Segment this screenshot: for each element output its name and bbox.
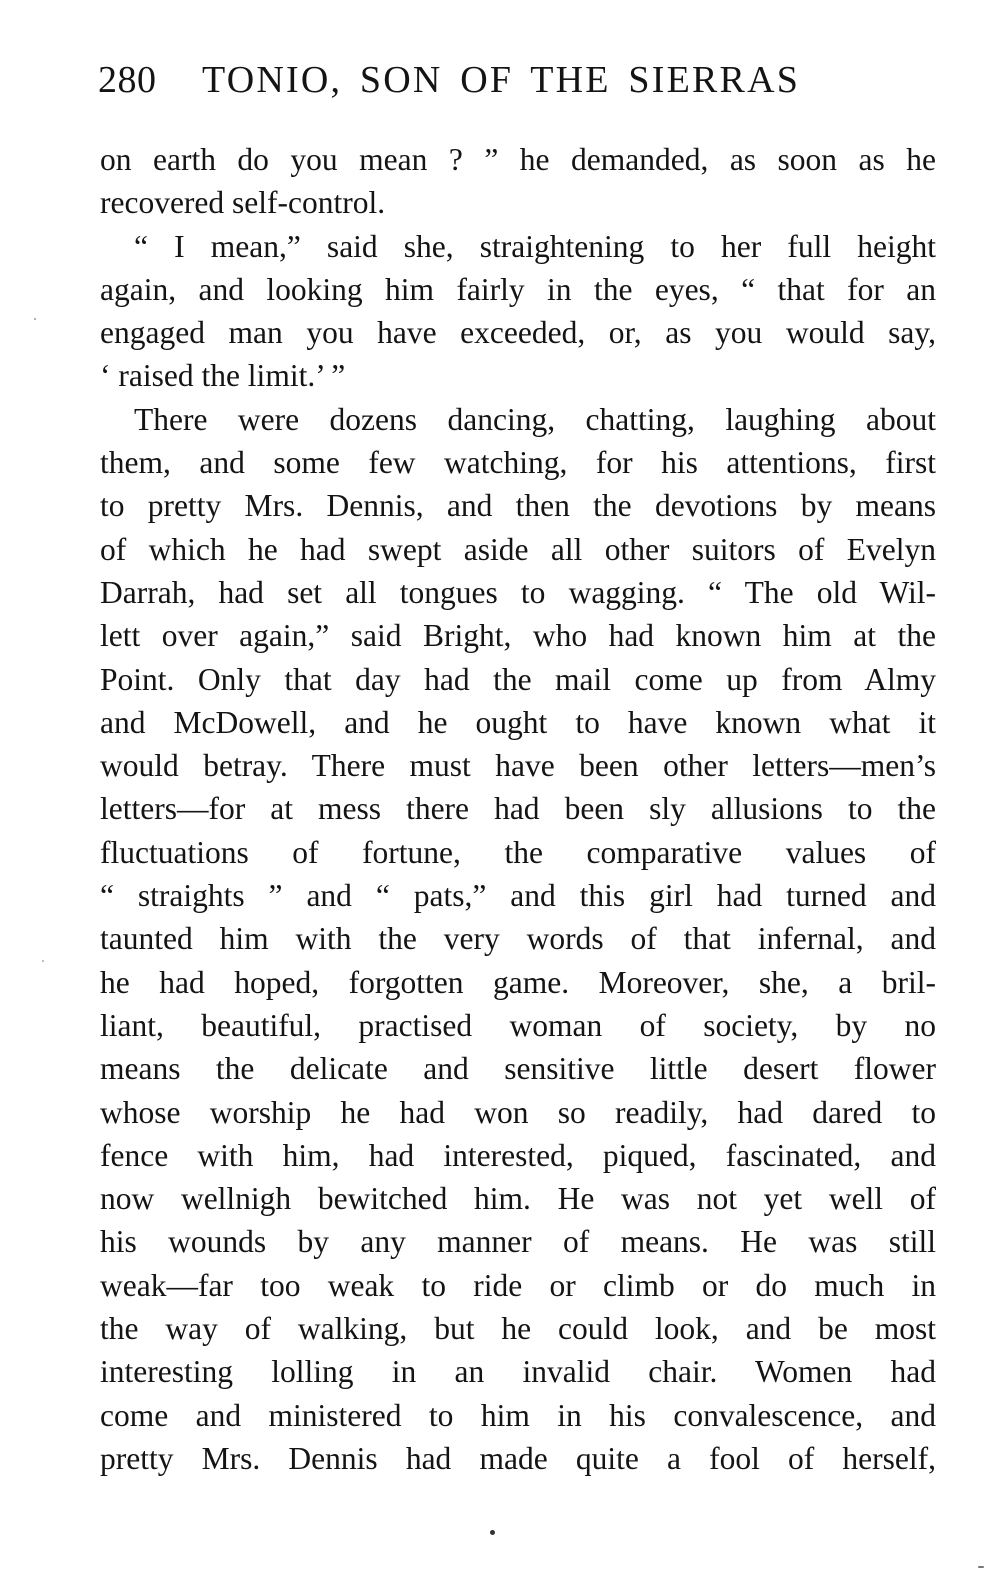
text-line: the way of walking, but he could look, and be most	[100, 1311, 936, 1347]
text-line: fluctuations of fortune, the comparative values of	[100, 834, 936, 870]
text-line: now wellnigh bewitched him. He was not yet well of	[100, 1181, 936, 1217]
text-line: them, and some few watching, for his attentions, first	[100, 445, 936, 481]
book-title: TONIO, SON OF THE SIERRAS	[202, 59, 801, 101]
text-line: come and ministered to him in his convalescence, and	[100, 1397, 936, 1433]
page-number: 280	[98, 59, 157, 101]
text-line: means the delicate and sensitive little desert flower	[100, 1051, 936, 1087]
text-line: of which he had swept aside all other suitors of Evelyn	[100, 531, 936, 567]
text-line: his wounds by any manner of means. He was still	[100, 1224, 936, 1260]
text-line: weak—far too weak to ride or climb or do much in	[100, 1267, 936, 1303]
text-line: he had hoped, forgotten game. Moreover, she, a bril-	[100, 964, 936, 1000]
ink-speck	[42, 960, 44, 962]
ink-speck	[34, 318, 36, 320]
text-line: “ I mean,” said she, straightening to her full height	[134, 228, 936, 264]
running-head	[98, 54, 938, 110]
text-line: interesting lolling in an invalid chair. Women had	[100, 1354, 936, 1390]
text-line: on earth do you mean ? ” he demanded, as soon as he	[100, 142, 936, 177]
text-line: letters—for at mess there had been sly allusions to the	[100, 791, 936, 827]
text-line: liant, beautiful, practised woman of society, by no	[100, 1007, 936, 1043]
body-text	[100, 138, 936, 1480]
text-line: again, and looking him fairly in the eyes, “ that for an	[100, 271, 936, 307]
text-line: lett over again,” said Bright, who had known him at the	[100, 618, 936, 654]
text-line: engaged man you have exceeded, or, as you would say,	[100, 315, 936, 351]
text-line: fence with him, had interested, piqued, fascinated, and	[100, 1137, 936, 1173]
text-line: whose worship he had won so readily, had dared to	[100, 1094, 936, 1130]
text-line: Darrah, had set all tongues to wagging. “ The old Wil-	[100, 574, 936, 610]
text-line: ‘ raised the limit.’ ”	[100, 358, 346, 394]
ink-speck	[978, 1566, 984, 1568]
text-line: and McDowell, and he ought to have known what it	[100, 704, 936, 740]
text-line: to pretty Mrs. Dennis, and then the devotions by means	[100, 488, 936, 524]
text-line: “ straights ” and “ pats,” and this girl had turned and	[100, 878, 936, 914]
text-line: There were dozens dancing, chatting, laughing about	[134, 401, 936, 437]
ink-speck	[490, 1530, 495, 1535]
text-line: recovered self-control.	[100, 185, 386, 221]
text-line: pretty Mrs. Dennis had made quite a fool of herself,	[100, 1440, 936, 1476]
text-line: Point. Only that day had the mail come up from Almy	[100, 661, 936, 697]
text-line: taunted him with the very words of that infernal, and	[100, 921, 936, 957]
text-line: would betray. There must have been other letters—men’s	[100, 748, 936, 784]
